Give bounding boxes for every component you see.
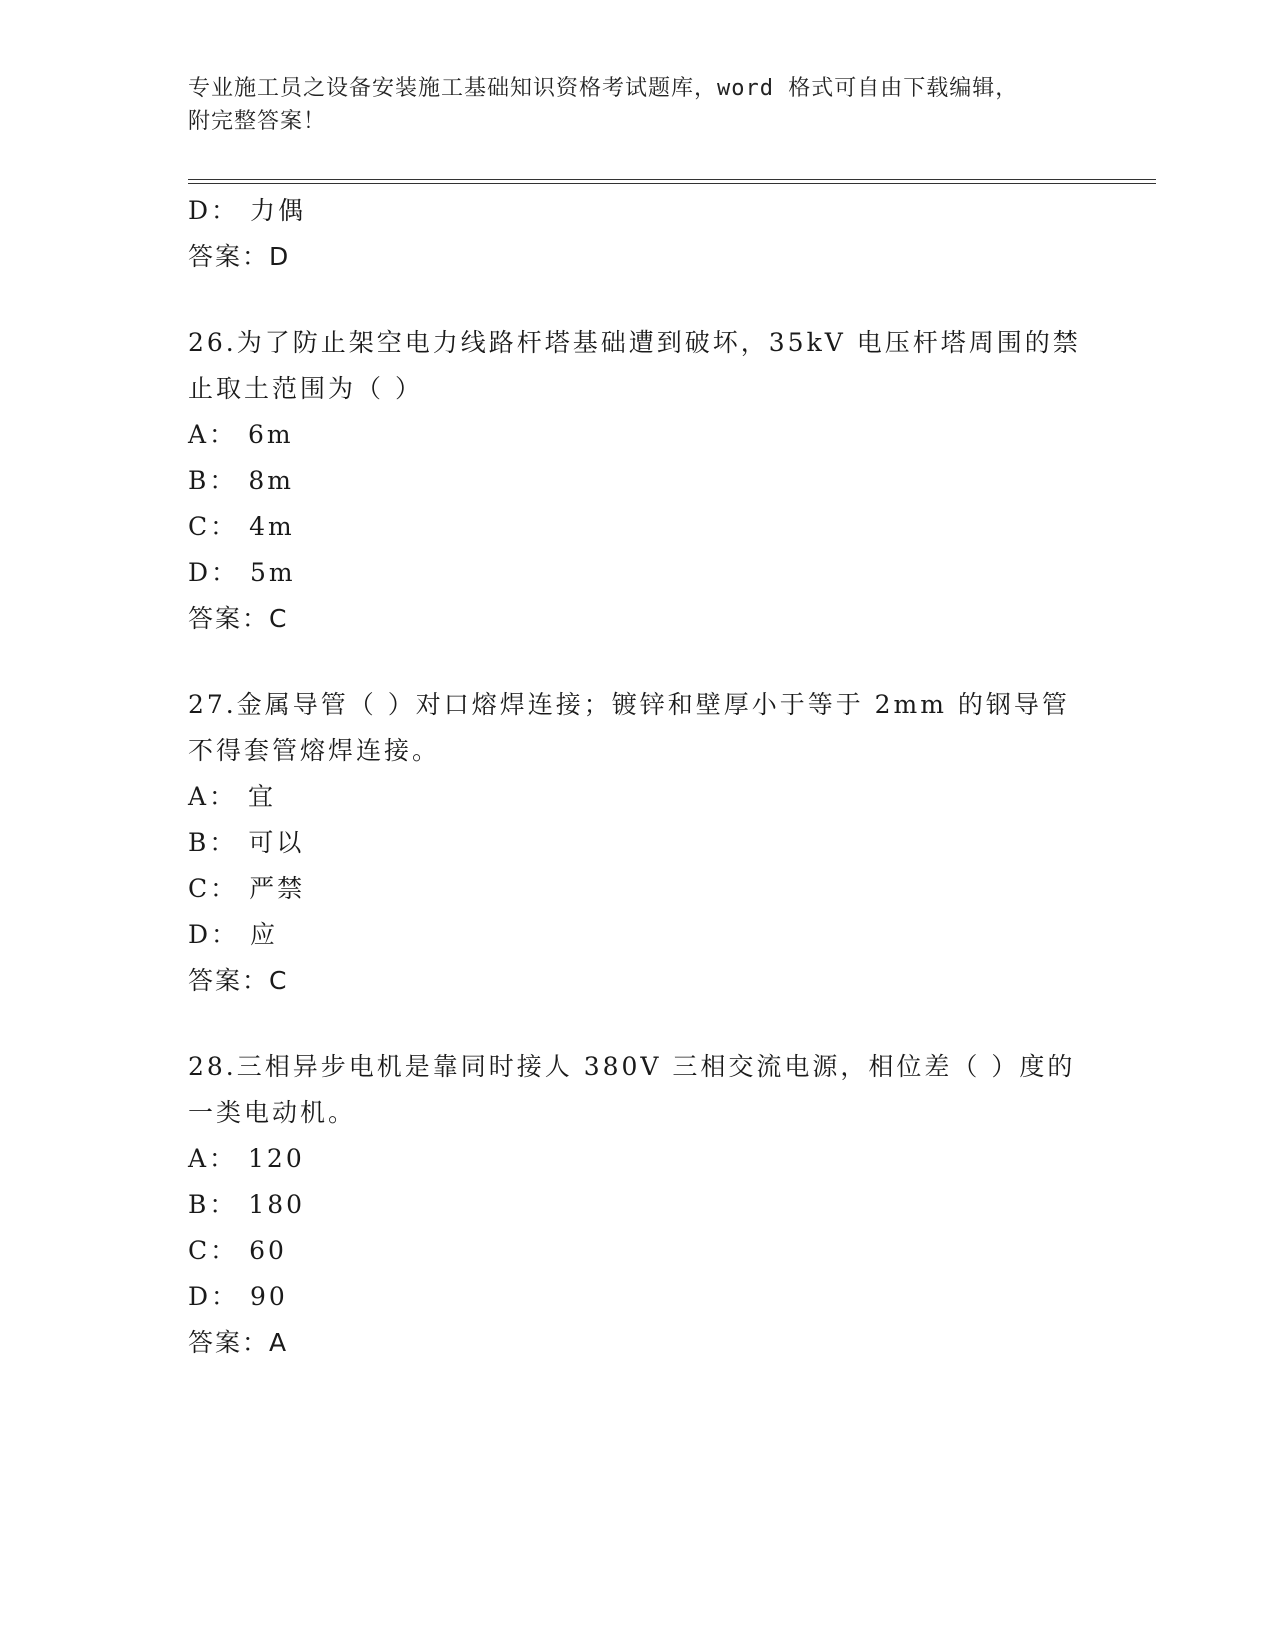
document-body: [188, 188, 1088, 1366]
stem-line-2: 一类电动机。: [188, 1098, 357, 1127]
question-26: [188, 320, 1088, 642]
answer: 答案：A: [188, 1328, 289, 1357]
option-b: B： 可以: [188, 828, 305, 857]
option-b: B： 8m: [188, 466, 294, 495]
question-stem: [188, 682, 1088, 774]
option-d-previous: D： 力偶: [188, 196, 306, 225]
stem-line-1: 26.为了防止架空电力线路杆塔基础遭到破坏，35kV 电压杆塔周围的禁: [188, 328, 1081, 357]
option-a: A： 120: [188, 1144, 305, 1173]
stem-line-1: 27.金属导管（ ）对口熔焊连接；镀锌和壁厚小于等于 2mm 的钢导管: [188, 690, 1070, 719]
option-b: B： 180: [188, 1190, 306, 1219]
option-d: D： 90: [188, 1282, 288, 1311]
option-c: C： 严禁: [188, 874, 306, 903]
stem-line-2: 止取土范围为（ ）: [188, 374, 423, 403]
header-divider-top: [188, 179, 1156, 180]
answer-previous: 答案：D: [188, 242, 291, 271]
option-a: A： 6m: [188, 420, 294, 449]
header-line-1: 专业施工员之设备安装施工基础知识资格考试题库，word 格式可自由下载编辑，: [188, 76, 1019, 101]
question-stem: [188, 1044, 1088, 1136]
option-c: C： 4m: [188, 512, 295, 541]
question-27: [188, 682, 1088, 1004]
document-header: [188, 72, 1068, 138]
header-divider-bottom: [188, 183, 1156, 184]
stem-line-2: 不得套管熔焊连接。: [188, 736, 441, 765]
option-a: A： 宜: [188, 782, 277, 811]
stem-line-1: 28.三相异步电机是靠同时接人 380V 三相交流电源，相位差（ ）度的: [188, 1052, 1076, 1081]
answer: 答案：C: [188, 604, 289, 633]
answer: 答案：C: [188, 966, 289, 995]
option-d: D： 应: [188, 920, 278, 949]
option-d: D： 5m: [188, 558, 296, 587]
question-28: [188, 1044, 1088, 1366]
header-line-2: 附完整答案！: [188, 109, 327, 134]
question-stem: [188, 320, 1088, 412]
option-c: C： 60: [188, 1236, 287, 1265]
